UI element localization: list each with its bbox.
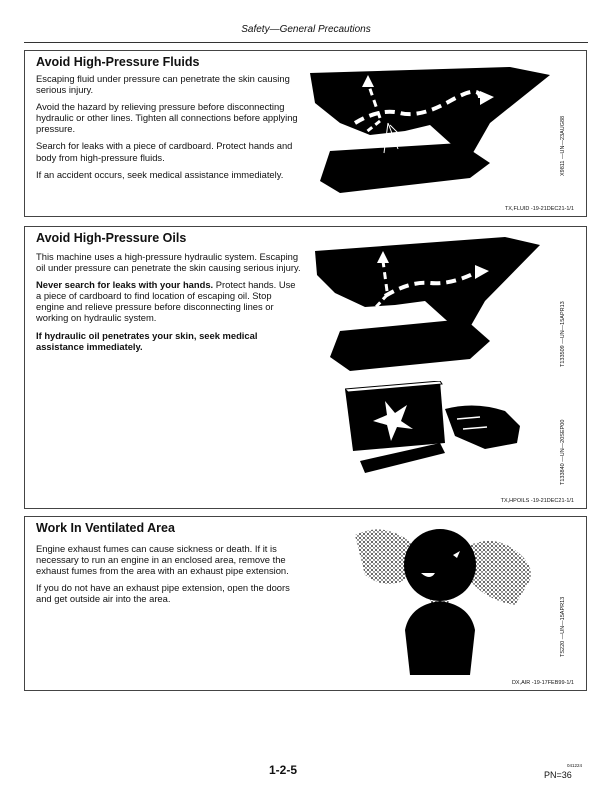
paragraph: Escaping fluid under pressure can penetrate the skin causing serious injury. [36,73,290,96]
section-title: Avoid High-Pressure Fluids [36,55,200,69]
reference-code: DX,AIR -19-17FEB99-1/1 [511,680,574,686]
paragraph [36,279,301,323]
oil-hand-illustration [315,231,550,371]
paragraph: Avoid the hazard by relieving pressure before disconnecting hydraulic or other lines. Tighten all connections before applying pressure. [36,101,298,135]
header-divider [24,42,588,43]
page-number: 1-2-5 [269,763,298,777]
paragraph: This machine uses a high-pressure hydraulic system. Escaping oil under pressure can penetrate the skin causing serious injury. [36,251,301,274]
paragraph: Engine exhaust fumes can cause sickness or death. If it is necessary to run an engine in an enclosed area, remove the exhaust fumes from the area with an exhaust pipe extension. [36,543,289,577]
paragraph [36,330,301,352]
paragraph: Search for leaks with a piece of cardboard. Protect hands and body from high-pressure fluids. [36,140,293,163]
reference-code: TX,HPOILS -19-21DEC21-1/1 [500,498,574,504]
section-title: Work In Ventilated Area [36,521,175,535]
warning-text: Never search for leaks with your hands. [36,279,214,291]
warning-text: If hydraulic oil penetrates your skin, seek medical assistance immediately. [36,329,258,352]
image-code: TS220 —UN—15APR13 [560,596,566,657]
section-ventilated-area [24,516,587,691]
section-body [36,251,301,358]
image-code: T133509 —UN—15APR13 [560,301,566,367]
fluid-hand-illustration [310,63,555,203]
section-high-pressure-fluids [24,50,587,217]
section-title: Avoid High-Pressure Oils [36,231,187,245]
exhaust-fumes-illustration [355,525,535,685]
reference-code: TX,FLUID -19-21DEC21-1/1 [504,206,574,212]
image-code: X9811 —UN—23AUG88 [560,115,566,176]
header-title: Safety—General Precautions [241,24,371,35]
paragraph-rest: Protect hands. Use a piece of cardboard to find location of escaping oil. Stop engine and relieve pressure before disconnecting lines or working on hydraulic system. [36,279,296,324]
paragraph: If an accident occurs, seek medical assistance immediately. [36,168,284,180]
cardboard-leak-check-illustration [345,381,525,481]
paragraph: If you do not have an exhaust pipe extension, open the doors and get outside air into the area. [36,582,290,605]
image-code: T133840 —UN—20SEP00 [560,419,566,485]
footer-date: 041224 [567,763,583,768]
pn-number: PN=36 [544,770,572,780]
section-body [36,73,301,186]
section-body [36,543,301,610]
section-high-pressure-oils [24,226,587,509]
